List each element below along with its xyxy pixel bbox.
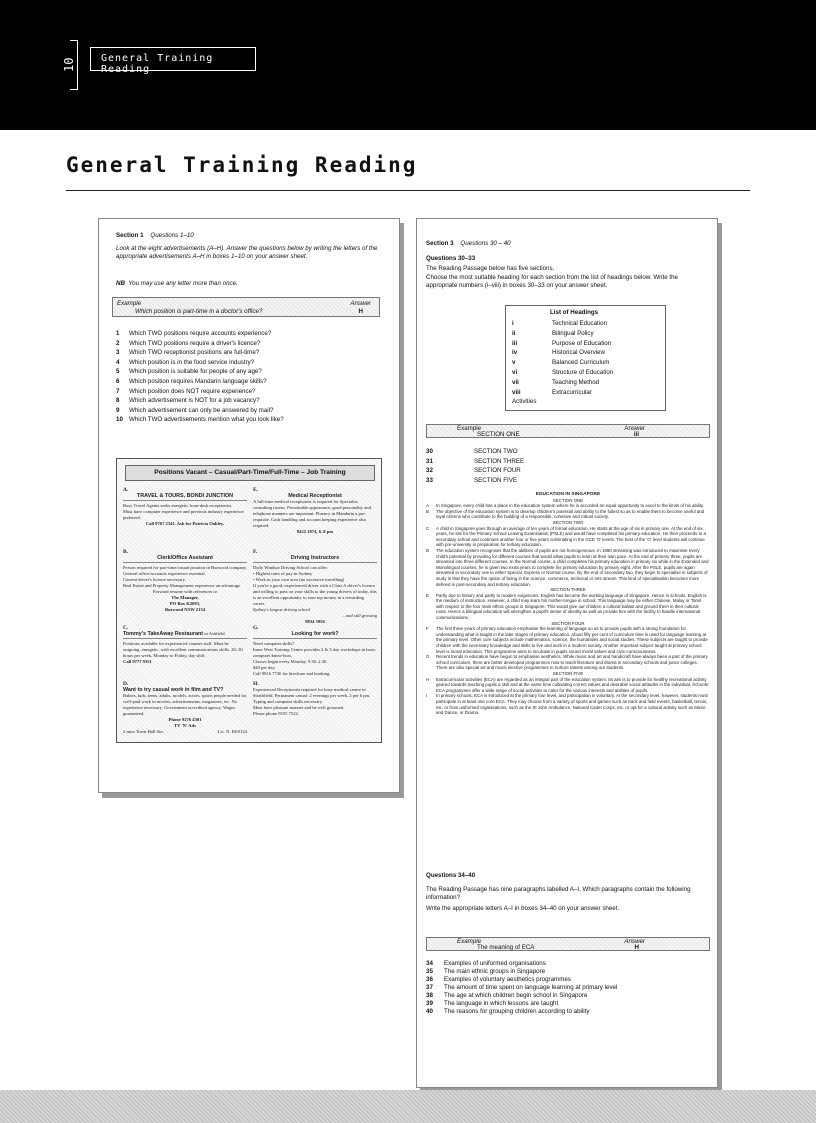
intro-line-2: Choose the most suitable heading for each section from the list of headings below. Write the appropriate numbers (i–viii) in boxes 30–33 on your answer sheet.	[426, 274, 678, 289]
question-text: SECTION TWO	[474, 448, 518, 455]
question-item	[426, 1000, 710, 1007]
questions-30-33-heading: Questions 30–33	[426, 255, 476, 262]
ad-c: C. Tommy's TakeAway Restaurant in Ashfield. Positions available for experienced counter staff. Must be outgoing, energetic, with excellent communications skills. 20–30 hours per week, Monday to Friday, day shift. Call 9777 9351	[123, 625, 247, 665]
question-text: Examples of voluntary aesthetics programmes	[444, 976, 571, 983]
question-text: Which TWO positions require a driver's licence?	[129, 339, 261, 347]
question-number: 34	[426, 960, 433, 967]
right-example-box-2: Example The meaning of ECA Answer H	[426, 937, 710, 951]
question-item	[426, 458, 626, 465]
section-label: Section 1	[116, 232, 144, 239]
question-number: 6	[116, 378, 120, 385]
question-number: 36	[426, 976, 433, 983]
reading-passage: EDUCATION IN SINGAPORE SECTION ONE A In Singapore, every child has a place in the education system where he is accorded an equal opportunity to excel to the limits of his ability. B The objective of the education system is to develop children's potential and ability to the fullest so as to enable them to become useful and loyal citizens who contribute to the building of a responsible, cohesive and robust society. SECTION TWO C A child in Singapore goes through an average of ten years of formal education. He starts at the age of six in primary one. At the end of six years, he sits for the Primary School Leaving Examination (PSLE) and would have completed his primary education. He then proceeds to a secondary school and continues another four or five years culminating in the GCE 'O' levels. The best of the 'O' level students will continue with pre-university in preparation for tertiary education. D The education system recognises that the abilities of pupils are not homogeneous. In 1980 streaming was introduced to maximise every child's potential by providing for different courses that would allow pupils to learn at their own pace. At the end of primary three, pupils are streamed into three different courses. In the Normal course, a child completes his primary education in primary six while in the Extended and Monolingual courses, he is given two extra years to complete his primary education by primary eight. After the PSLE, pupils are again streamed in secondary one to either Special, Express or Normal course. By the end of secondary two, they begin to specialise in subjects of study in that they have the option of being in the science, commerce, technical or arts stream. This kind of specialisation becomes more defined in post-secondary and tertiary education. SECTION THREE E Partly due to history and partly to modern exigencies, English has become the working language of Singapore. Hence in schools, English is the medium of instruction. However, a child may learn his mother-tongue in school. This language may be either Chinese, Malay or Tamil with respect to the four main ethnic groups in Singapore. This would give our children a cultural ballast and ground them in their cultural roots. Hence a bilingual education will strengthen a pupil's sense of identity as well as provide him with the facility to handle international communications. SECTION FOUR F The first three years of primary education emphasise the learning of language so as to provide pupils with a strong foundation for understanding what is taught in the later stages of primary education. About fifty per cent of curriculum time is used for language learning at the primary level. Other core subjects include mathematics, science, the humanities and social studies. These subjects are taught to provide children with the necessary knowledge and skills to live and work in a modern society. Another important subject taught at primary school level is moral education. This programme aims to inculcate in pupils sound moral values and civic-consciousness. G Recent trends in education have begun to emphasise aesthetics. While music and art and handicraft have always been a part of the primary school curriculum, there are better developed programmes now to teach literature and drama in secondary schools and junior colleges. There are also special art and music elective programmes to nurture talents among our students. SECTION FIVE H Extracurricular activities (ECA) are regarded as an integral part of the education system. Its aim is to provide for healthy recreational activity geared towards teaching pupils a skill and at the same time cultivating correct values and desirable social attitudes in the individual. Schools' ECA programmes offer a wide range of social activities to cater for the various interests and abilities of pupils. I In primary schools, ECA is introduced at the primary four level, and participation is voluntary. At the secondary level, however, students must participate in at least one core ECA. They may choose from a variety of sports and games such as track and field events, basketball, tennis, etc. or from uniformed organisations, such as the St John Ambulance, National Cadet Corps, etc. or opt for a cultural activity such as Music and Dance, or Drama.	[426, 492, 709, 716]
question-text: Which TWO receptionist positions are full-time?	[129, 349, 260, 357]
heading-item: vi Structure of Education	[512, 369, 614, 376]
page-title: General Training Reading	[66, 153, 418, 177]
page-number: 10	[62, 57, 76, 73]
title-rule	[66, 190, 750, 191]
question-text: The main ethnic groups in Singapore	[444, 968, 546, 975]
question-number: 32	[426, 467, 433, 474]
ad-d: D. Want to try casual work in film and TV? Babies, kids, teens, adults, models, actors, sports people needed for well-paid work in movies, advertisements, magazines, etc. No experience necessary. Government accredited agency. Wages guaranteed. Phone 9276 4301 TV 'N' Ads 2 miss Town Hall Stn. Lic. N. KE0124	[123, 681, 247, 734]
heading-item: iv Historical Overview	[512, 349, 605, 357]
ad-h: H. Experienced Receptionist required for busy medical centre in Strathfield. Permanent casual: 2 evenings per week, 2 per 6 pm. Typing and computer skills necessary. Must have pleasant manner and be well groomed. Please phone 9555 7522.	[253, 681, 371, 716]
question-number: 8	[116, 397, 120, 405]
question-text: The amount of time spent on language learning at primary level	[444, 984, 618, 991]
question-item	[116, 359, 386, 366]
ads-title: Positions Vacant – Casual/Part-Time/Full-Time – Job Training	[125, 465, 375, 481]
question-text: Examples of uniformed organisations	[444, 960, 546, 967]
question-item	[426, 477, 626, 484]
question-number: 7	[116, 387, 120, 395]
question-text: SECTION FOUR	[474, 467, 521, 474]
question-item	[116, 388, 386, 395]
question-item	[426, 984, 710, 991]
intro-line-3: The Reading Passage has nine paragraphs labelled A–I. Which paragraphs contain the following information?	[426, 886, 691, 901]
ad-a: A. TRAVEL & TOURS, BONDI JUNCTION Busy Travel Agents seeks energetic front-desk receptionist. Must have computer experience and previous industry experience preferred. Call 9767 2341. Ask for Patricia Oakley.	[123, 487, 247, 527]
question-number: 38	[426, 992, 433, 999]
question-item	[116, 416, 386, 423]
question-item	[116, 378, 386, 385]
question-item	[116, 340, 386, 347]
question-number: 37	[426, 984, 433, 991]
intro-line-4: Write the appropriate letters A–I in boxes 34–40 on your answer sheet.	[426, 905, 620, 912]
question-number: 33	[426, 476, 433, 484]
question-item	[426, 960, 710, 967]
right-section-heading: Section 3 Questions 30 – 40	[426, 240, 511, 247]
left-example-box: Example Answer Which position is part-time in a doctor's office? H	[112, 297, 380, 317]
question-item	[116, 330, 386, 337]
question-text: Which position is in the food service industry?	[129, 358, 255, 366]
question-number: 40	[426, 1008, 433, 1015]
passage-title: EDUCATION IN SINGAPORE	[535, 492, 601, 497]
question-text: The language in which lessons are taught	[444, 1000, 559, 1007]
question-number: 39	[426, 1000, 433, 1007]
running-header: General Training Reading	[90, 47, 256, 71]
heading-item: viii Extracurricular	[512, 388, 592, 396]
question-number: 3	[116, 349, 120, 357]
question-item	[116, 349, 386, 356]
question-item	[426, 1008, 710, 1015]
question-item	[426, 968, 710, 975]
ad-g: G. Looking for work? Need computer skills? Inner West Training Centre provides 2 & 3 day workshops in basic computer know-how. Classes begin every Monday, 9.30–2.30. $40 per day. Call 9816 7736 for brochure and booking.	[253, 625, 376, 676]
question-text: SECTION FIVE	[474, 476, 517, 484]
heading-item: ii Bilingual Policy	[512, 329, 594, 337]
nb-note: NB You may use any letter more than once.	[116, 280, 238, 287]
heading-item: iii Purpose of Education	[512, 339, 612, 347]
question-item	[426, 976, 710, 983]
ad-f: F. Driving Instructors Daily Windsor Driving School can offer: • Highest rates of pay in Sydney • Work in your own area (no excessive travelling) If you're a good, experienced driver with a Class A driver's licence and willing to pass on your skills to the young drivers of today, this is an excellent opportunity to earn top money in a rewarding career. Sydney's largest driving school – and still growing 9834 5956	[253, 549, 377, 624]
question-number: 2	[116, 339, 120, 347]
question-item	[426, 992, 710, 999]
question-item	[426, 467, 626, 474]
heading-item: vii Teaching Method	[512, 378, 600, 386]
job-ads-block	[116, 458, 382, 743]
question-number: 1	[116, 330, 120, 337]
left-instructions: Look at the eight advertisements (A–H). Answer the questions below by writing the letters of the appropriate advertisements A–H in boxes 1–10 on your answer sheet.	[116, 245, 378, 260]
list-of-headings-box: List of Headings i Technical Education ii Bilingual Policy iii Purpose of Education iv Historical Overview v Balanced Curriculum vi Structure of Education vii Teaching Method viii Extracurricular Activities	[505, 305, 666, 411]
questions-34-40-heading: Questions 34–40	[426, 872, 476, 879]
question-text: Which position is suitable for people of any age?	[129, 368, 262, 376]
question-text: Which advertisement can only be answered by mail?	[129, 406, 274, 414]
question-text: Which TWO positions require accounts experience?	[129, 330, 272, 337]
ad-e: E. Medical Receptionist A full-time medical receptionist is required for Specialist consulting rooms. Presentable appearance, good personality and telephone manners are important. Fluency in Mandarin a pre-requisite. Cash handling and account keeping experience also required. 9422 1874, 6–8 pm	[253, 487, 371, 534]
question-number: 4	[116, 358, 120, 366]
question-item	[116, 397, 386, 404]
left-section-heading	[116, 232, 386, 240]
question-number: 31	[426, 457, 433, 465]
question-number: 35	[426, 968, 433, 975]
question-number: 30	[426, 448, 433, 455]
question-number: 10	[116, 416, 123, 424]
bottom-band	[0, 1090, 816, 1123]
question-text: Which TWO advertisements mention what you look like?	[129, 416, 284, 424]
question-text: The age at which children begin school in Singapore	[444, 992, 588, 999]
question-number: 9	[116, 406, 120, 414]
ad-b: B. Clerk/Office Assistant Person required for part-time/casual position in Burwood company. General office/accounts experience essential. Current driver's licence necessary. Real Estate and Property Management experience an advantage. Forward resume with references to The Manager, PO Box K2093, Burwood NSW 2134	[123, 549, 247, 612]
question-text: SECTION THREE	[474, 457, 525, 465]
question-item	[116, 368, 386, 375]
question-text: Which advertisement is NOT for a job vacancy?	[129, 397, 260, 405]
question-item	[426, 448, 626, 455]
right-example-box: Example SECTION ONE Answer iii	[426, 424, 710, 438]
question-text: Which position does NOT require experience?	[129, 387, 256, 395]
question-text: The reasons for grouping children according to ability	[444, 1008, 590, 1015]
section-questions: Questions 1–10	[150, 232, 194, 239]
intro-line-1: The Reading Passage below has five sections.	[426, 265, 555, 272]
question-item	[116, 407, 386, 414]
question-number: 5	[116, 368, 120, 376]
heading-item: Activities	[512, 398, 537, 406]
question-text: Which position requires Mandarin language skills?	[129, 378, 267, 385]
heading-item: v Balanced Curriculum	[512, 359, 610, 367]
heading-item: i Technical Education	[512, 320, 608, 327]
